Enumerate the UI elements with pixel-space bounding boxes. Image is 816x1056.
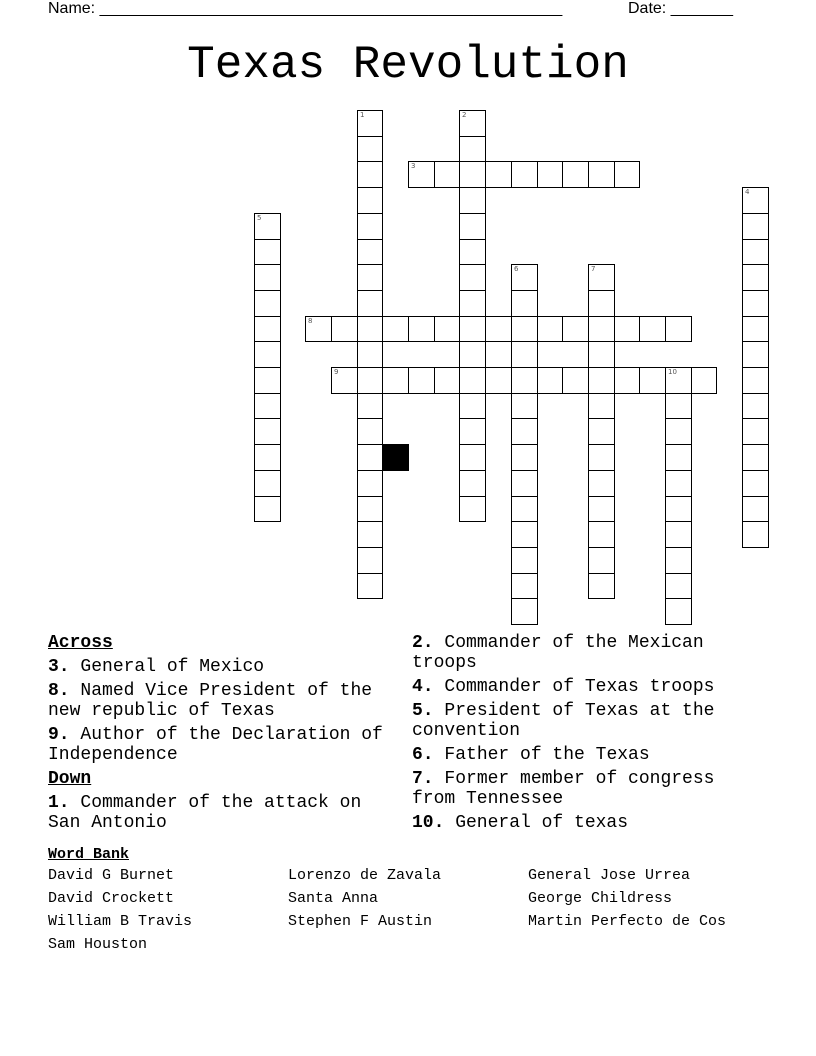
grid-cell[interactable] (331, 367, 358, 394)
grid-cell[interactable] (511, 290, 538, 317)
grid-cell[interactable] (742, 239, 769, 265)
clue-number: 5 (257, 214, 262, 222)
grid-cell[interactable] (511, 367, 538, 394)
word-bank-item: Lorenzo de Zavala (288, 867, 442, 884)
clue-text: Commander of the Mexican troops (412, 633, 704, 673)
name-line: ____________________________________________________ (99, 0, 563, 17)
grid-cell[interactable] (357, 239, 383, 265)
grid-cell[interactable] (588, 573, 615, 599)
word-bank-item: Martin Perfecto de Cos (528, 913, 727, 930)
grid-cell[interactable] (562, 161, 589, 188)
grid-cell[interactable] (434, 161, 460, 188)
grid-cell[interactable] (562, 316, 589, 342)
clue-text: Commander of Texas troops (433, 677, 715, 697)
word-bank-item: George Childress (528, 890, 673, 907)
grid-cell[interactable] (357, 367, 383, 394)
grid-cell[interactable] (742, 213, 769, 240)
grid-cell[interactable] (588, 341, 615, 368)
word-bank-item: William B Travis (48, 913, 193, 930)
date-label: Date: (628, 0, 667, 17)
clue-text: Former member of congress from Tennessee (412, 769, 715, 809)
grid-cell[interactable] (254, 264, 281, 291)
grid-cell[interactable] (665, 470, 692, 497)
grid-cell[interactable] (665, 367, 692, 394)
grid-cell[interactable] (742, 316, 769, 342)
grid-cell[interactable] (382, 367, 409, 394)
grid-cell[interactable] (665, 573, 692, 599)
grid-cell[interactable] (459, 213, 486, 240)
clue-number: 6 (514, 265, 519, 273)
word-bank-item: Stephen F Austin (288, 913, 433, 930)
word-bank-item: General Jose Urrea (528, 867, 691, 884)
grid-cell[interactable] (665, 496, 692, 522)
word-bank (48, 846, 788, 954)
grid-cell[interactable] (254, 393, 281, 419)
clue-number: 3 (411, 162, 416, 170)
clue-num: 6. (412, 745, 434, 765)
grid-cell[interactable] (459, 161, 486, 188)
grid-cell[interactable] (665, 418, 692, 445)
grid-cell[interactable] (254, 290, 281, 317)
grid-cell[interactable] (588, 367, 615, 394)
clue-text: Father of the Texas (433, 745, 650, 765)
grid-cell[interactable] (357, 316, 383, 342)
grid-cell[interactable] (459, 470, 486, 497)
grid-cell[interactable] (588, 444, 615, 471)
page-title: Texas Revolution (187, 39, 629, 91)
word-bank-item: Sam Houston (48, 936, 148, 953)
clue-number: 10 (668, 368, 677, 376)
clue-text: Named Vice President of the new republic of Texas (48, 681, 373, 721)
grid-cell[interactable] (459, 393, 486, 419)
grid-cell[interactable] (742, 496, 769, 522)
grid-cell[interactable] (665, 521, 692, 548)
clue-item (48, 681, 400, 721)
clue-item (412, 701, 764, 741)
clue-text: General of texas (444, 813, 629, 833)
grid-cell[interactable] (537, 316, 563, 342)
grid-cell[interactable] (485, 367, 512, 394)
grid-cell[interactable] (485, 161, 512, 188)
grid-cell[interactable] (459, 418, 486, 445)
grid-cell[interactable] (357, 547, 383, 574)
grid-cell[interactable] (511, 316, 538, 342)
grid-cell[interactable] (742, 393, 769, 419)
grid-cell[interactable] (588, 264, 615, 291)
grid-cell[interactable] (742, 264, 769, 291)
grid-cell[interactable] (614, 367, 640, 394)
grid-cell[interactable] (408, 316, 435, 342)
across-clue-list (48, 657, 400, 765)
clue-number: 2 (462, 111, 467, 119)
grid-cell[interactable] (357, 110, 383, 137)
grid-cell[interactable] (331, 316, 358, 342)
grid-cell[interactable] (459, 341, 486, 368)
clue-num: 4. (412, 677, 434, 697)
grid-cell[interactable] (459, 496, 486, 522)
clue-text: Commander of the attack on San Antonio (48, 793, 362, 833)
clue-item (412, 769, 764, 809)
grid-cell[interactable] (511, 573, 538, 599)
grid-cell[interactable] (408, 367, 435, 394)
clue-num: 7. (412, 769, 434, 789)
grid-cell[interactable] (665, 393, 692, 419)
grid-cell[interactable] (614, 161, 640, 188)
grid-cell[interactable] (459, 316, 486, 342)
grid-cell[interactable] (305, 316, 332, 342)
grid-cell[interactable] (537, 161, 563, 188)
grid-cell[interactable] (511, 393, 538, 419)
grid-cell[interactable] (357, 496, 383, 522)
clue-item (48, 793, 400, 833)
grid-cell[interactable] (408, 161, 435, 188)
grid-cell[interactable] (511, 496, 538, 522)
down-clue-list-right (412, 633, 764, 833)
grid-cell[interactable] (485, 316, 512, 342)
grid-cell[interactable] (357, 136, 383, 162)
grid-cell[interactable] (742, 418, 769, 445)
grid-cell[interactable] (459, 444, 486, 471)
clue-number: 9 (334, 368, 339, 376)
clue-number: 4 (745, 188, 750, 196)
grid-cell[interactable] (254, 418, 281, 445)
grid-cell[interactable] (742, 521, 769, 548)
grid-cell[interactable] (742, 290, 769, 317)
clue-number: 1 (360, 111, 365, 119)
grid-cell[interactable] (665, 316, 692, 342)
clues-right-column (412, 633, 764, 837)
clue-num: 2. (412, 633, 434, 653)
name-label: Name: (48, 0, 96, 17)
grid-cell[interactable] (511, 444, 538, 471)
grid-cell[interactable] (614, 316, 640, 342)
clue-text: General of Mexico (69, 657, 265, 677)
down-clue-list-left (48, 793, 400, 833)
grid-cell[interactable] (357, 341, 383, 368)
grid-cell[interactable] (588, 316, 615, 342)
grid-cell[interactable] (254, 239, 281, 265)
grid-cell[interactable] (742, 444, 769, 471)
grid-cell[interactable] (588, 290, 615, 317)
grid-cell[interactable] (511, 418, 538, 445)
clue-item (412, 813, 764, 833)
grid-cell[interactable] (588, 547, 615, 574)
grid-cell[interactable] (588, 161, 615, 188)
grid-cell[interactable] (459, 239, 486, 265)
black-cell (382, 444, 409, 471)
grid-cell[interactable] (511, 470, 538, 497)
grid-cell[interactable] (588, 418, 615, 445)
clue-item (412, 677, 764, 697)
grid-cell[interactable] (459, 136, 486, 162)
word-bank-title: Word Bank (48, 846, 130, 863)
grid-cell[interactable] (459, 367, 486, 394)
grid-cell[interactable] (254, 444, 281, 471)
grid-cell[interactable] (562, 367, 589, 394)
grid-cell[interactable] (357, 213, 383, 240)
clue-item (48, 657, 400, 677)
grid-cell[interactable] (459, 110, 486, 137)
date-line: _______ (670, 0, 733, 17)
grid-cell[interactable] (665, 598, 692, 625)
grid-cell[interactable] (357, 290, 383, 317)
grid-cell[interactable] (254, 316, 281, 342)
word-bank-item: David Crockett (48, 890, 175, 907)
grid-cell[interactable] (742, 187, 769, 214)
grid-cell[interactable] (588, 393, 615, 419)
grid-cell[interactable] (511, 341, 538, 368)
grid-cell[interactable] (357, 393, 383, 419)
grid-cell[interactable] (357, 264, 383, 291)
grid-cell[interactable] (434, 316, 460, 342)
grid-cell[interactable] (357, 161, 383, 188)
grid-cell[interactable] (254, 496, 281, 522)
grid-cell[interactable] (511, 547, 538, 574)
grid-cell[interactable] (665, 444, 692, 471)
grid-cell[interactable] (254, 213, 281, 240)
grid-cell[interactable] (254, 367, 281, 394)
grid-cell[interactable] (357, 573, 383, 599)
clue-num: 5. (412, 701, 434, 721)
grid-cell[interactable] (588, 496, 615, 522)
grid-cell[interactable] (459, 264, 486, 291)
grid-cell[interactable] (511, 264, 538, 291)
clue-item (412, 745, 764, 765)
grid-cell[interactable] (742, 470, 769, 497)
grid-cell[interactable] (588, 521, 615, 548)
grid-cell[interactable] (742, 367, 769, 394)
grid-cell[interactable] (434, 367, 460, 394)
grid-cell[interactable] (357, 470, 383, 497)
clue-num: 1. (48, 793, 70, 813)
clue-num: 10. (412, 813, 445, 833)
grid-cell[interactable] (511, 598, 538, 625)
grid-cell[interactable] (639, 367, 666, 394)
word-bank-list (48, 866, 788, 954)
grid-cell[interactable] (665, 547, 692, 574)
clue-number: 7 (591, 265, 596, 273)
grid-cell[interactable] (254, 470, 281, 497)
grid-cell[interactable] (357, 418, 383, 445)
grid-cell[interactable] (511, 161, 538, 188)
grid-cell[interactable] (357, 444, 383, 471)
clue-item (412, 633, 764, 673)
across-heading: Across (48, 633, 113, 653)
word-bank-item: David G Burnet (48, 867, 175, 884)
word-bank-item: Santa Anna (288, 890, 379, 907)
grid-cell[interactable] (511, 521, 538, 548)
clue-item (48, 725, 400, 765)
clues-left-column (48, 633, 400, 837)
clue-text: Author of the Declaration of Independence (48, 725, 383, 765)
clue-text: President of Texas at the convention (412, 701, 715, 741)
grid-cell[interactable] (639, 316, 666, 342)
grid-cell[interactable] (588, 470, 615, 497)
grid-cell[interactable] (691, 367, 717, 394)
grid-cell[interactable] (537, 367, 563, 394)
clue-number: 8 (308, 317, 313, 325)
grid-cell[interactable] (459, 290, 486, 317)
grid-cell[interactable] (357, 187, 383, 214)
grid-cell[interactable] (459, 187, 486, 214)
clue-num: 9. (48, 725, 70, 745)
grid-cell[interactable] (254, 341, 281, 368)
clue-num: 3. (48, 657, 70, 677)
down-heading: Down (48, 769, 92, 789)
clue-num: 8. (48, 681, 70, 701)
grid-cell[interactable] (382, 316, 409, 342)
grid-cell[interactable] (742, 341, 769, 368)
grid-cell[interactable] (357, 521, 383, 548)
